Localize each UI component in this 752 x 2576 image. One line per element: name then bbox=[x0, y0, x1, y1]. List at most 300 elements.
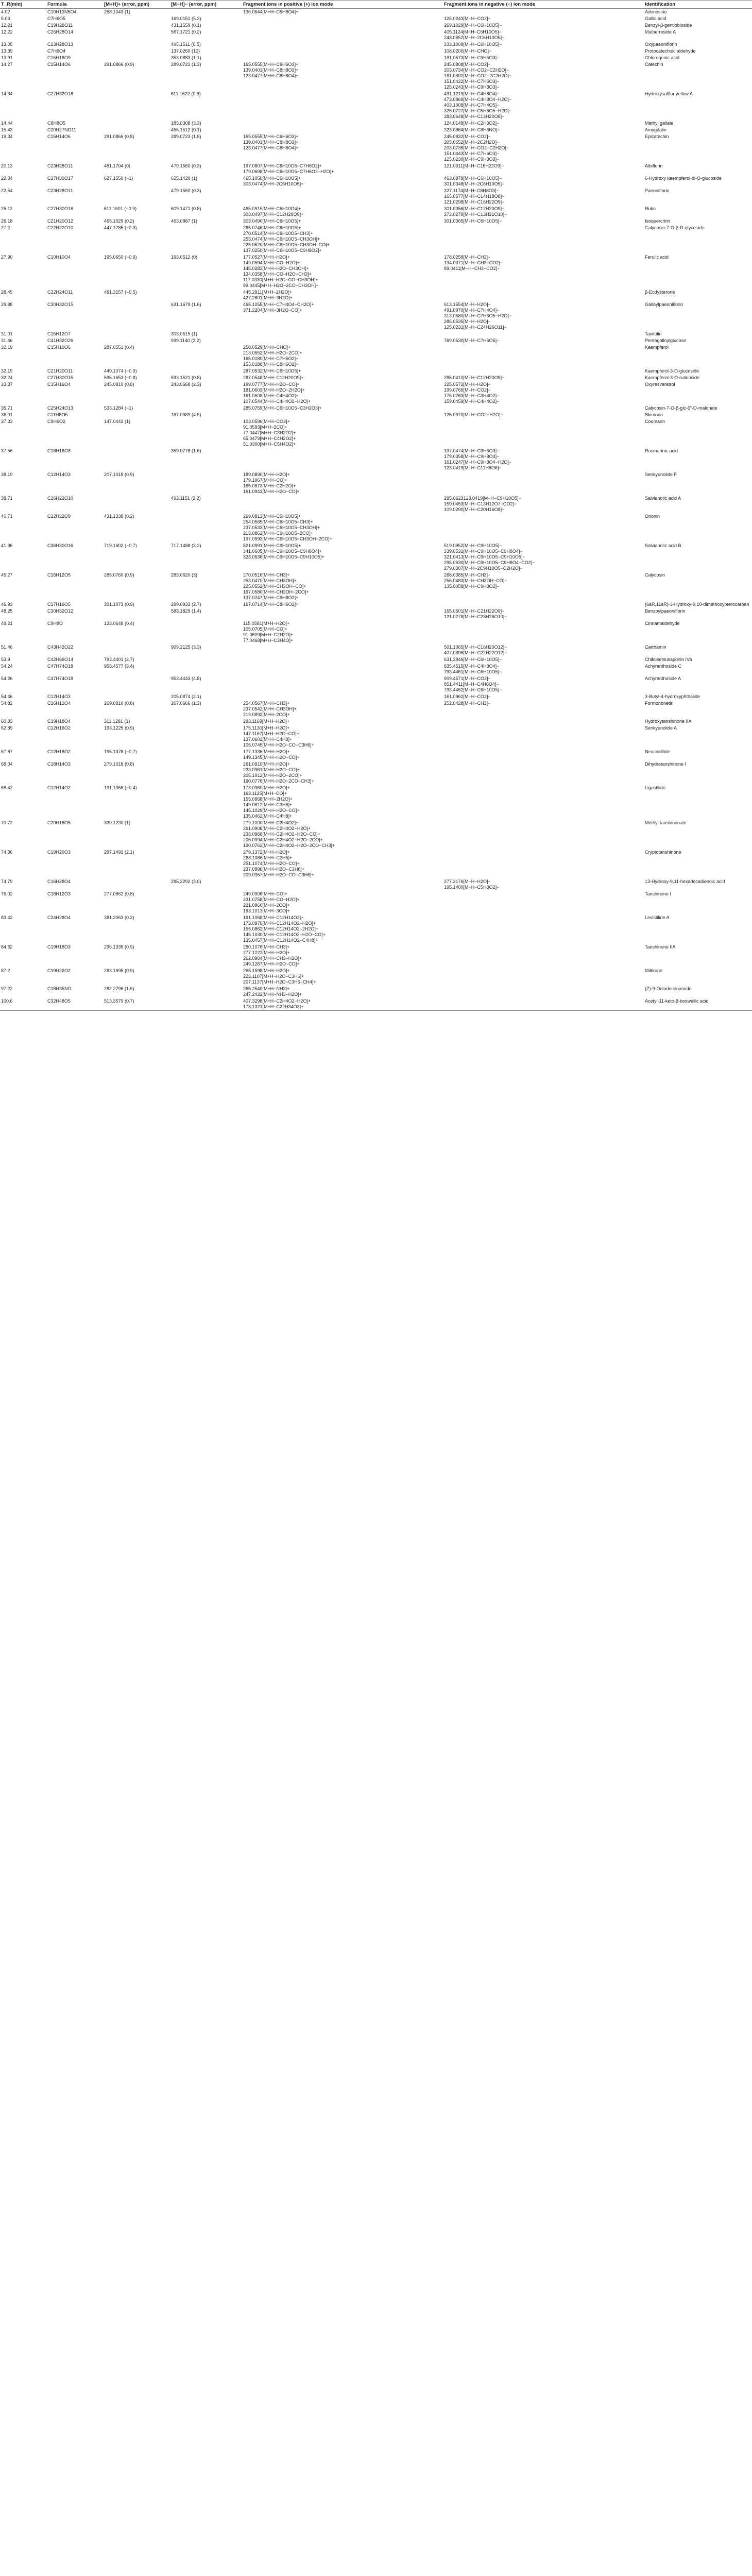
table-row bbox=[0, 849, 752, 878]
table-cell: C22H24O11 bbox=[47, 290, 73, 295]
table-cell: 13.39 bbox=[1, 48, 13, 54]
column-header: Identification bbox=[644, 1, 752, 9]
table-row bbox=[0, 412, 752, 418]
table-cell: 269.0810 (0.8) bbox=[104, 701, 134, 706]
table-cell: 481.1704 (0) bbox=[104, 163, 131, 168]
table-cell: C15H14O6 bbox=[47, 62, 71, 67]
table-cell: 33.37 bbox=[1, 382, 13, 387]
table-cell bbox=[443, 620, 644, 644]
table-cell: β-Ecdysterone bbox=[645, 290, 675, 295]
table-cell: 48.25 bbox=[1, 608, 13, 614]
table-cell: 124.0148[M−H−C2H3O2]− bbox=[444, 121, 500, 126]
table-cell: 165.0555[M+H−C6H6O3]+ 139.0401[M+H−C8H8O3]+ 123.0477[M+H−C8H8O4]+ bbox=[243, 62, 299, 78]
table-cell bbox=[170, 749, 242, 761]
column-header: Fragment ions in negative (−) ion mode bbox=[443, 1, 644, 9]
table-cell: C47H74O18 bbox=[47, 664, 74, 669]
table-cell: 45.27 bbox=[1, 572, 13, 578]
table-cell: 285.0760 (0.9) bbox=[104, 572, 134, 578]
table-cell: 449.1074 (−0.9) bbox=[104, 368, 137, 374]
table-cell: 611.1622 (0.8) bbox=[171, 91, 201, 96]
table-cell: 40.71 bbox=[1, 514, 13, 519]
table-cell bbox=[443, 761, 644, 785]
table-row bbox=[0, 91, 752, 120]
table-cell: C23H28O11 bbox=[47, 188, 73, 193]
table-row bbox=[0, 289, 752, 301]
table-cell: 41.36 bbox=[1, 543, 13, 548]
table-row bbox=[0, 206, 752, 218]
table-row bbox=[0, 656, 752, 663]
table-cell: 161.0962[M−H−CO2]− bbox=[444, 694, 491, 699]
table-cell: 207.1018 (0.9) bbox=[104, 472, 134, 477]
table-cell: C27H30O16 bbox=[47, 206, 74, 211]
table-cell bbox=[242, 675, 443, 693]
table-cell bbox=[170, 405, 242, 412]
table-cell: 301.0365[M−H−C6H10O5]− bbox=[444, 218, 502, 224]
table-row bbox=[0, 944, 752, 968]
table-cell bbox=[170, 968, 242, 986]
table-row bbox=[0, 120, 752, 127]
table-cell: Ligustilide bbox=[645, 785, 666, 790]
table-cell: Amygdalin bbox=[645, 127, 667, 132]
table-cell: 289.0721 (1.3) bbox=[171, 62, 201, 67]
table-cell: 178.0258[M−H−CH3]− 134.0371[M−H−CH3−CO2]− 89.0411[M−H−CH3−CO2]− bbox=[444, 255, 503, 271]
table-cell: 717.1488 (3.2) bbox=[171, 543, 201, 548]
table-cell: 353.0883 (1.1) bbox=[171, 55, 201, 60]
table-cell: C12H14O3 bbox=[47, 472, 71, 477]
table-cell: 609.1471 (0.8) bbox=[171, 206, 201, 211]
table-cell: Gallic acid bbox=[645, 16, 666, 21]
table-cell: 311.1281 (1) bbox=[104, 719, 130, 724]
table-cell: 303.0515 (1) bbox=[171, 331, 198, 336]
table-cell: C16H28O4 bbox=[47, 879, 71, 884]
table-cell bbox=[103, 675, 170, 693]
table-cell: Calycosin-7-O-β-D-glycoside bbox=[645, 225, 705, 230]
table-cell: 301.1073 (0.9) bbox=[104, 602, 134, 607]
table-cell: 465.1050[M+H−C6H10O5]+ 303.0474[M+H−2C6H10O5]+ bbox=[243, 176, 304, 187]
table-cell: 199.0777[M+H−H2O−CO]+ 181.0603[M+H−H2O−2H2O]+ 161.0608[M+H−C4H4O2]+ 107.0544[M+H−C4H4O2−H2O]+ bbox=[243, 382, 311, 404]
table-cell: Ferulic acid bbox=[645, 255, 669, 260]
table-cell: Coumarin bbox=[645, 419, 665, 424]
table-cell: Tanshinone IIA bbox=[645, 944, 676, 950]
table-cell: C23H28O13 bbox=[47, 42, 74, 47]
table-cell: 291.0866 (0.9) bbox=[104, 62, 134, 67]
table-row bbox=[0, 968, 752, 986]
table-row bbox=[0, 337, 752, 344]
table-cell bbox=[170, 368, 242, 375]
table-cell: Hydroxytanshinone IIA bbox=[645, 719, 692, 724]
table-cell: 252.0428[M−H−CH3]− bbox=[444, 701, 491, 706]
table-cell: C47H74O18 bbox=[47, 676, 74, 681]
table-cell bbox=[170, 820, 242, 849]
table-cell: 611.1601 (−0.9) bbox=[104, 206, 137, 211]
table-cell: Taxifolin bbox=[645, 331, 662, 336]
table-row bbox=[0, 418, 752, 448]
table-cell bbox=[242, 693, 443, 700]
table-cell bbox=[170, 225, 242, 254]
table-cell: 631.3946[M−H−C6H10O5]− bbox=[444, 657, 502, 662]
table-cell: 74.79 bbox=[1, 879, 13, 884]
table-cell: C21H20O12 bbox=[47, 218, 74, 224]
table-cell: 195.1378 (−0.7) bbox=[104, 749, 137, 754]
table-cell: Kaempferol bbox=[645, 345, 669, 350]
table-cell: 479.1560 (0.3) bbox=[171, 163, 201, 168]
table-cell: Kaempferol-3-O-glucoside bbox=[645, 368, 699, 374]
table-cell: 299.0933 (2.7) bbox=[171, 602, 201, 607]
table-cell: 29.88 bbox=[1, 302, 13, 307]
table-cell: 567.1721 (0.2) bbox=[171, 29, 201, 35]
column-header: [M+H]+ (error, ppm) bbox=[103, 1, 170, 9]
table-cell bbox=[103, 448, 170, 471]
table-row bbox=[0, 448, 752, 471]
table-cell bbox=[170, 418, 242, 448]
table-cell: 13.91 bbox=[1, 55, 13, 60]
table-cell: 521.0991[M+H−C9H10O5]+ 341.0605[M+H−C9H10O5−C9H8O4]+ 323.0536[M+H−C9H10O5−C9H10O5]+ bbox=[243, 543, 324, 560]
table-cell: 14.44 bbox=[1, 121, 13, 126]
table-cell: 513.3579 (0.7) bbox=[103, 998, 170, 1011]
table-cell: Salvianolic acid A bbox=[645, 496, 681, 501]
table-cell bbox=[103, 55, 170, 61]
table-cell: 20.13 bbox=[1, 163, 13, 168]
table-cell: 495.1511 (0.5) bbox=[171, 42, 201, 47]
table-cell bbox=[170, 944, 242, 968]
table-cell bbox=[242, 608, 443, 620]
table-row bbox=[0, 9, 752, 16]
table-cell bbox=[103, 29, 170, 41]
table-cell: 327.1174[M−H−C8H8O3]− 165.0577[M−H−C14H18O8]− 121.0298[M−H−C16H22O9]− bbox=[444, 188, 505, 205]
table-row bbox=[0, 41, 752, 48]
table-cell bbox=[242, 337, 443, 344]
column-header: Fragment ions in positive (+) ion mode bbox=[242, 1, 443, 9]
table-cell bbox=[103, 412, 170, 418]
table-cell: 631.1679 (1.6) bbox=[171, 302, 201, 307]
table-row bbox=[0, 381, 752, 405]
table-cell: 27.2 bbox=[1, 225, 10, 230]
table-cell: 60.83 bbox=[1, 719, 13, 724]
table-cell bbox=[443, 225, 644, 254]
column-header: [M−H]− (error, ppm) bbox=[170, 1, 242, 9]
table-cell bbox=[103, 41, 170, 48]
table-cell: Ononin bbox=[645, 514, 660, 519]
table-cell bbox=[103, 188, 170, 206]
table-cell bbox=[103, 91, 170, 120]
table-cell: Benzoylpaeoniflorin bbox=[645, 608, 686, 614]
table-cell: 593.1521 (0.8) bbox=[171, 375, 201, 380]
table-cell: Neocnidilide bbox=[645, 749, 671, 754]
table-cell bbox=[170, 761, 242, 785]
table-cell: 193.1225 (0.9) bbox=[104, 725, 134, 731]
table-cell: 115.0581[M+H−H2O]+ 105.0705[M+H−CO]+ 91.0609[M+H−C2H2O]+ 77.0468[M+H−C3H4O]+ bbox=[243, 621, 294, 643]
table-cell: C12H14O2 bbox=[47, 785, 71, 790]
table-cell: 12.21 bbox=[1, 23, 13, 28]
table-cell: 295.1335 (0.9) bbox=[104, 944, 134, 950]
table-cell: C25H24O13 bbox=[47, 405, 74, 411]
table-cell: 245.0808[M−H−CO2]− 203.0734[M−H−CO2−C2H2O]− 161.0602[M−H−CO2−2C2H2O]− 151.0422[M−H−C7H6O3]− 125.0243[M−H−C9H8O3]− bbox=[444, 62, 512, 90]
table-row bbox=[0, 301, 752, 331]
table-cell: 493.1151 (2.2) bbox=[171, 496, 201, 501]
table-row bbox=[0, 513, 752, 543]
table-cell: Levistilide A bbox=[645, 915, 670, 920]
table-cell: 37.33 bbox=[1, 419, 13, 424]
table-cell bbox=[242, 22, 443, 29]
table-cell bbox=[242, 127, 443, 133]
table-cell: Adenosine bbox=[645, 9, 667, 14]
table-cell: 6-Hydroxy kaempferol-di-O-glucoside bbox=[645, 176, 722, 181]
table-cell bbox=[170, 289, 242, 301]
table-cell: 27.90 bbox=[1, 255, 13, 260]
table-row bbox=[0, 986, 752, 998]
table-row bbox=[0, 761, 752, 785]
table-cell: 279.1018 (0.8) bbox=[104, 761, 134, 767]
table-cell: 291.0866 (0.8) bbox=[104, 134, 134, 139]
table-cell bbox=[103, 693, 170, 700]
table-cell bbox=[242, 55, 443, 61]
table-cell bbox=[242, 644, 443, 656]
table-cell bbox=[170, 998, 242, 1011]
table-cell: 36.01 bbox=[1, 412, 13, 417]
table-cell: 283.1695 (0.9) bbox=[104, 968, 134, 973]
table-cell: 277.0862 (0.8) bbox=[104, 891, 134, 896]
table-cell: C16H12O5 bbox=[47, 572, 71, 578]
table-cell bbox=[103, 495, 170, 513]
table-row bbox=[0, 608, 752, 620]
table-cell: 481.3157 (−0.5) bbox=[104, 290, 137, 295]
table-cell: 267.0666 (1.3) bbox=[171, 701, 201, 706]
table-cell bbox=[242, 48, 443, 55]
table-cell bbox=[242, 412, 443, 418]
table-cell: 51.46 bbox=[1, 645, 13, 650]
table-cell: 501.1065[M−H−C16H20O12]− 407.0896[M−H−C22H22O12]− bbox=[444, 645, 507, 655]
table-cell: Calycosin bbox=[645, 572, 665, 578]
table-cell: C23H28O11 bbox=[47, 163, 73, 168]
table-cell: 32.19 bbox=[1, 368, 13, 374]
table-cell: C12H16O2 bbox=[47, 725, 71, 731]
table-cell: 339.1230 (1) bbox=[104, 820, 131, 825]
table-cell: 277.2176[M−H−H2O]− 195.1400[M−H−C5H8O2]− bbox=[444, 879, 500, 890]
table-cell: 84.62 bbox=[1, 944, 13, 950]
table-row bbox=[0, 133, 752, 163]
table-cell: 121.0311[M−H−C16H22O9]− bbox=[444, 163, 504, 168]
table-cell: 456.1512 (0.1) bbox=[171, 127, 201, 132]
table-cell: 189.0890[M+H−H2O]+ 179.1067[M+H−CO]+ 165.0873[M+H−C2H2O]+ 161.0943[M+H−H2O−CO]+ bbox=[243, 472, 300, 494]
table-cell: Chikusetsusaponin IVa bbox=[645, 657, 692, 662]
table-cell: C12H14O3 bbox=[47, 694, 71, 699]
table-cell: 533.1284 (−1) bbox=[104, 405, 133, 411]
table-cell: Calycosin-7-O-β-glc-6″-O-malonate bbox=[645, 405, 717, 411]
table-cell: 265.2540[M+H−NH3]+ 247.2422[M+H−NH3−H2O]+ bbox=[243, 986, 302, 997]
table-row bbox=[0, 891, 752, 914]
table-cell: C15H12O7 bbox=[47, 331, 71, 336]
table-cell: C19H22O2 bbox=[47, 968, 71, 973]
table-cell: C12H18O2 bbox=[47, 749, 71, 754]
table-cell bbox=[170, 513, 242, 543]
table-cell: C19H28O11 bbox=[47, 23, 73, 28]
table-cell: Methyl tanshinonate bbox=[645, 820, 687, 825]
table-row bbox=[0, 785, 752, 820]
table-cell bbox=[103, 331, 170, 337]
table-cell: Miltirone bbox=[645, 968, 663, 973]
table-cell: Carthamin bbox=[645, 645, 666, 650]
table-cell: Tanshinone I bbox=[645, 891, 672, 896]
table-cell: 169.0151 (5.2) bbox=[171, 16, 201, 21]
table-cell: 75.02 bbox=[1, 891, 13, 896]
table-cell bbox=[242, 656, 443, 663]
table-cell: 100.6 bbox=[0, 998, 46, 1011]
table-cell bbox=[103, 48, 170, 55]
table-cell: 191.1066 (−0.4) bbox=[104, 785, 137, 790]
table-cell: 953.4443 (4.8) bbox=[171, 676, 201, 681]
table-cell: C15H16O4 bbox=[47, 382, 71, 387]
table-row bbox=[0, 644, 752, 656]
table-cell: Rosmarinic acid bbox=[645, 448, 678, 453]
table-cell: C43H42O22 bbox=[47, 645, 74, 650]
table-cell bbox=[170, 891, 242, 914]
table-row bbox=[0, 175, 752, 188]
table-cell: 595.1653 (−0.8) bbox=[104, 375, 137, 380]
table-cell: 939.1140 (2.2) bbox=[171, 338, 201, 343]
table-row bbox=[0, 405, 752, 412]
table-cell bbox=[443, 289, 644, 301]
table-cell: C21H20O11 bbox=[47, 368, 73, 374]
table-cell bbox=[443, 718, 644, 725]
table-cell: 269.1029[M−H−C6H10O5]− bbox=[444, 23, 502, 28]
table-cell: 280.1076[M+H−CH3]+ 277.1222[M+H−H2O]+ 262.0984[M+H−CH3−H2O]+ 249.1267[M+H−H2O−CO]+ bbox=[243, 944, 302, 967]
table-cell: 793.4401 (2.7) bbox=[104, 657, 134, 662]
table-row bbox=[0, 225, 752, 254]
table-cell: 54.26 bbox=[1, 676, 13, 681]
table-cell: 54.24 bbox=[1, 664, 13, 669]
table-cell: 381.2063 (0.2) bbox=[104, 915, 134, 920]
table-row bbox=[0, 725, 752, 749]
table-cell: Achyranthoside C bbox=[645, 664, 682, 669]
table-cell: 333.1009[M−H−C6H10O5]− bbox=[444, 42, 502, 47]
table-cell: (6aR,11aR)-3-Hydroxy-9,10-dimethoxypterocarpan bbox=[645, 602, 749, 607]
table-cell: 293.1169[M+H−H2O]+ bbox=[243, 719, 290, 724]
table-cell: 303.0490[M+H−C6H10O5]+ bbox=[243, 218, 301, 224]
table-cell: 165.0555[M+H−C6H6O3]+ 139.0401[M+H−C8H8O3]+ 123.0477[M+H−C8H8O4]+ bbox=[243, 134, 299, 150]
table-cell: 108.0200[M−H−CHO]− bbox=[444, 48, 492, 54]
table-cell: Senkyunolide F bbox=[645, 472, 677, 477]
table-cell: Protocatechuic aldehyde bbox=[645, 48, 696, 54]
table-cell bbox=[242, 495, 443, 513]
table-cell: C27H30O15 bbox=[47, 375, 74, 380]
table-cell bbox=[170, 344, 242, 368]
table-cell: 205.0874 (2.1) bbox=[171, 694, 201, 699]
table-cell: 261.0910[M+H−H2O]+ 233.0961[M+H−H2O−CO]+ 205.1012[M+H−H2O−2CO]+ 190.0776[M+H−H2O−2CO−CH3]+ bbox=[243, 761, 314, 784]
table-cell bbox=[443, 331, 644, 337]
table-cell bbox=[443, 820, 644, 849]
table-cell: Epicatechin bbox=[645, 134, 669, 139]
table-cell: Achyranthoside A bbox=[645, 676, 681, 681]
table-cell: 835.4515[M−H−C4H8O4]− 793.4461[M−H−C6H10O5]− bbox=[444, 664, 502, 674]
table-cell bbox=[242, 91, 443, 120]
table-cell: Mulberroside A bbox=[645, 29, 676, 35]
table-row bbox=[0, 368, 752, 375]
compound-table bbox=[0, 0, 752, 1011]
table-row bbox=[0, 375, 752, 381]
table-cell: C19H18O4 bbox=[47, 719, 71, 724]
table-cell: C18H35NO bbox=[47, 986, 72, 991]
table-cell bbox=[443, 914, 644, 944]
table-row bbox=[0, 693, 752, 700]
table-cell bbox=[242, 188, 443, 206]
table-cell: 405.1124[M−H−C6H10O5]− 243.0652[M−H−2C6H10O5]− bbox=[444, 29, 505, 40]
table-cell: 431.1338 (0.2) bbox=[104, 514, 134, 519]
table-cell: C27H32O16 bbox=[47, 91, 74, 96]
table-cell bbox=[443, 849, 644, 878]
table-cell: 13-Hydroxy-9,11-hexadecadienoic acid bbox=[645, 879, 725, 884]
table-cell bbox=[443, 368, 644, 375]
table-cell: 49.21 bbox=[1, 621, 13, 626]
table-cell: 54.46 bbox=[1, 694, 13, 699]
table-cell bbox=[170, 849, 242, 878]
table-cell: C10H10O4 bbox=[47, 255, 71, 260]
table-cell: 479.1560 (0.3) bbox=[171, 188, 201, 193]
table-row bbox=[0, 749, 752, 761]
table-row bbox=[0, 29, 752, 41]
table-cell: 301.0356[M−H−C12H20O9]− 272.0279[M−H−C13H21O10]− bbox=[444, 206, 507, 217]
table-cell: 137.0260 (10) bbox=[171, 48, 200, 54]
table-cell: 463.0887 (1) bbox=[171, 218, 198, 224]
table-cell: 133.0648 (0.4) bbox=[104, 621, 134, 626]
table-cell bbox=[242, 120, 443, 127]
table-cell: 431.1559 (0.1) bbox=[171, 23, 201, 28]
table-cell: 19.34 bbox=[1, 134, 13, 139]
table-cell: 37.56 bbox=[1, 448, 13, 453]
table-row bbox=[0, 878, 752, 891]
table-row bbox=[0, 15, 752, 22]
table-cell bbox=[170, 663, 242, 675]
table-header bbox=[0, 1, 752, 9]
table-cell: C11H8O5 bbox=[47, 412, 68, 417]
table-cell: 407.3298[M+H−C2H4O2−H2O]+ 173.1321[M+H−C22H34O3]+ bbox=[242, 998, 443, 1011]
table-cell: 282.2796 (1.6) bbox=[104, 986, 134, 991]
table-cell: Benzyl-β-gentiobioside bbox=[645, 23, 692, 28]
table-cell: Chlorogenic acid bbox=[645, 55, 680, 60]
table-cell bbox=[443, 891, 644, 914]
table-cell: (Z)-9-Octadecenamide bbox=[645, 986, 692, 991]
table-cell: 87.2 bbox=[1, 968, 10, 973]
table-row bbox=[0, 188, 752, 206]
table-row bbox=[0, 663, 752, 675]
table-cell: 62.89 bbox=[1, 725, 13, 731]
table-cell: 4.02 bbox=[1, 9, 10, 14]
table-cell bbox=[170, 656, 242, 663]
table-row bbox=[0, 22, 752, 29]
table-cell: Pentagalloylglucose bbox=[645, 338, 687, 343]
table-cell: 173.0960[M+H−H2O]+ 163.1125[M+H−CO]+ 155.0868[M+H−2H2O]+ 149.0612[M+H−C3H6]+ 145.1029[M+H−H2O−CO]+ 135.0462[M+H−C4H8]+ bbox=[243, 785, 300, 819]
table-cell bbox=[443, 725, 644, 749]
table-cell bbox=[443, 998, 644, 1011]
table-cell: 249.0906[M+H−CO]+ 231.0758[M+H−CO−H2O]+ 221.0960[M+H−2CO]+ 193.1013[M+H−3CO]+ bbox=[243, 891, 300, 913]
table-cell: C19H18O3 bbox=[47, 944, 71, 950]
table-cell: 187.0989 (4.5) bbox=[171, 412, 201, 417]
table-cell bbox=[170, 725, 242, 749]
table-cell: 25.12 bbox=[1, 206, 13, 211]
table-cell: C22H22O10 bbox=[47, 225, 74, 230]
table-cell: 197.0807[M+H−C6H10O5−C7H6O2]+ 179.0698[M+H−C6H10O5−C7H6O2−H2O]+ bbox=[243, 163, 334, 174]
table-cell bbox=[242, 41, 443, 48]
table-cell: C24H28O4 bbox=[47, 915, 71, 920]
table-cell bbox=[170, 785, 242, 820]
table-row bbox=[0, 127, 752, 133]
table-cell bbox=[103, 120, 170, 127]
column-header: Formula bbox=[46, 1, 103, 9]
table-cell: 5.03 bbox=[1, 16, 10, 21]
table-cell: 195.0650 (−0.9) bbox=[104, 255, 137, 260]
table-cell bbox=[170, 986, 242, 998]
table-cell: 125.0970[M−H−CO2−H2O]− bbox=[444, 412, 503, 417]
table-cell: 31.01 bbox=[1, 331, 13, 336]
